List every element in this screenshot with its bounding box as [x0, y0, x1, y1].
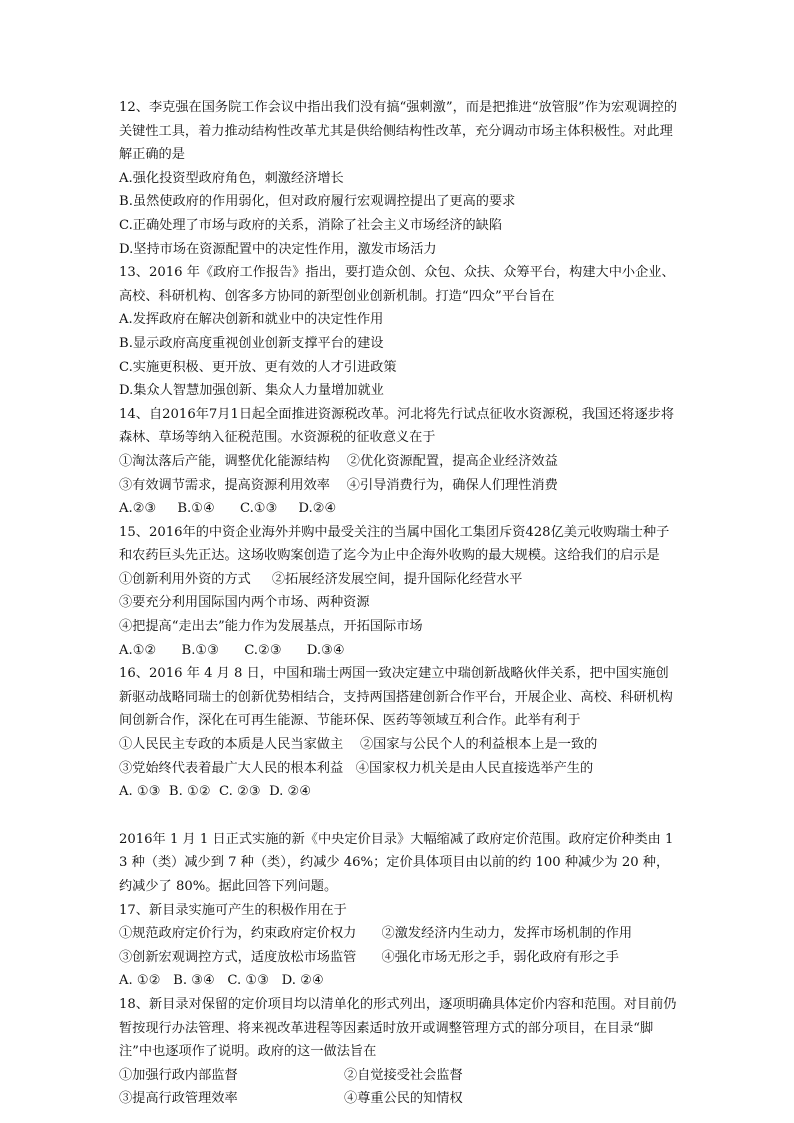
statement-line: ①创新利用外资的方式 ②拓展经济发展空间，提升国际化经营水平 [119, 571, 523, 587]
answer-choices: A.①② B.①③ C.②③ D.③④ [119, 642, 345, 658]
answer-choices: A. ①② B. ③④ C. ①③ D. ②④ [119, 973, 324, 989]
question-13 [119, 261, 679, 403]
statement-line: ①人民民主专政的本质是人民当家做主 ②国家与公民个人的利益根本上是一致的 [119, 737, 598, 753]
statement-row [119, 1064, 679, 1088]
statement-row [119, 1087, 679, 1111]
option-c: C.实施更积极、更开放、更有效的人才引进政策 [119, 359, 397, 375]
statement-line: ③要充分利用国际国内两个市场、两种资源 [119, 595, 370, 611]
option-a: A.发挥政府在解决创新和就业中的决定性作用 [119, 312, 384, 328]
question-14 [119, 403, 679, 521]
option-a: A.强化投资型政府角色，刺激经济增长 [119, 170, 344, 186]
question-stem: 13、2016 年《政府工作报告》指出，要打造众创、众包、众扶、众筹平台，构建大中小企业、高校、科研机构、创客多方协同的新型创业创新机制。打造“四众”平台旨在 [119, 265, 675, 304]
statement-line: ③创新宏观调控方式，适度放松市场监管 ④强化市场无形之手，弱化政府有形之手 [119, 949, 619, 965]
statement-line: ③党始终代表着最广大人民的根本利益 ④国家权力机关是由人民直接选举产生的 [119, 760, 594, 776]
option-b: B.显示政府高度重视创业创新支撑平台的建设 [119, 335, 384, 351]
statement-item: ④尊重公民的知情权 [344, 1091, 463, 1107]
question-17 [119, 899, 679, 993]
question-stem: 14、自2016年7月1日起全面推进资源税改革。河北将先行试点征收水资源税，我国还将逐步将森林、草场等纳入征税范围。水资源税的征收意义在于 [119, 406, 675, 446]
question-18 [119, 993, 679, 1111]
question-16 [119, 662, 679, 804]
statement-line: ③有效调节需求，提高资源利用效率 ④引导消费行为，确保人们理性消费 [119, 477, 558, 493]
option-b: B.虽然使政府的作用弱化，但对政府履行宏观调控提出了更高的要求 [119, 194, 516, 210]
question-stem: 18、新目录对保留的定价项目均以清单化的形式列出，逐项明确具体定价内容和范围。对目前仍暂按现行办法管理、将来视改革进程等因素适时放开或调整管理方式的部分项目，在目录“脚注”中也逐项作了说明。政府的这一做法旨在 [119, 996, 677, 1060]
question-stem: 17、新目录实施可产生的积极作用在于 [119, 902, 347, 918]
statement-line: ①规范政府定价行为，约束政府定价权力 ②激发经济内生动力，发挥市场机制的作用 [119, 926, 633, 942]
material-passage: 2016年 1 月 1 日正式实施的新《中央定价目录》大幅缩减了政府定价范围。政府定价种类由 13 种（类）减少到 7 种（类），约减少 46%；定价具体项目由以前的约 100 种减少为 20 种，约减少了 80%。据此回答下列问题。 [119, 831, 674, 894]
option-c: C.正确处理了市场与政府的关系，消除了社会主义市场经济的缺陷 [119, 217, 503, 233]
question-15 [119, 521, 679, 663]
answer-choices: A.②③ B.①④ C.①③ D.②④ [119, 501, 337, 517]
section-gap [119, 804, 679, 828]
question-stem: 12、李克强在国务院工作会议中指出我们没有搞“强刺激”，而是把推进“放管服”作为宏观调控的关键性工具，着力推动结构性改革尤其是供给侧结构性改革，充分调动市场主体积极性。对此理解正确的是 [119, 100, 678, 163]
option-d: D.集众人智慧加强创新、集众人力量增加就业 [119, 383, 384, 399]
statement-item: ③提高行政管理效率 [119, 1091, 238, 1107]
question-stem: 16、2016 年 4 月 8 日，中国和瑞士两国一致决定建立中瑞创新战略伙伴关系，把中国实施创新驱动战略同瑞士的创新优势相结合，支持两国搭建创新合作平台，开展企业、高校、科研机构间创新合作，深化在可再生能源、节能环保、医药等领域互利合作。此举有利于 [119, 666, 673, 729]
statement-line: ①淘汰落后产能，调整优化能源结构 ②优化资源配置，提高企业经济效益 [119, 453, 558, 469]
statement-item: ①加强行政内部监督 [119, 1067, 238, 1083]
exam-page [119, 96, 679, 1111]
statement-line: ④把提高“走出去”能力作为发展基点，开拓国际市场 [119, 619, 423, 635]
answer-choices: A. ①③ B. ①② C. ②③ D. ②④ [119, 784, 312, 800]
option-d: D.坚持市场在资源配置中的决定性作用，激发市场活力 [119, 241, 437, 257]
question-12 [119, 96, 679, 261]
question-stem: 15、2016年的中资企业海外并购中最受关注的当属中国化工集团斥资428亿美元收购瑞士种子和农药巨头先正达。这场收购案创造了迄今为止中企海外收购的最大规模。这给我们的启示是 [119, 524, 670, 564]
statement-item: ②自觉接受社会监督 [344, 1067, 463, 1083]
